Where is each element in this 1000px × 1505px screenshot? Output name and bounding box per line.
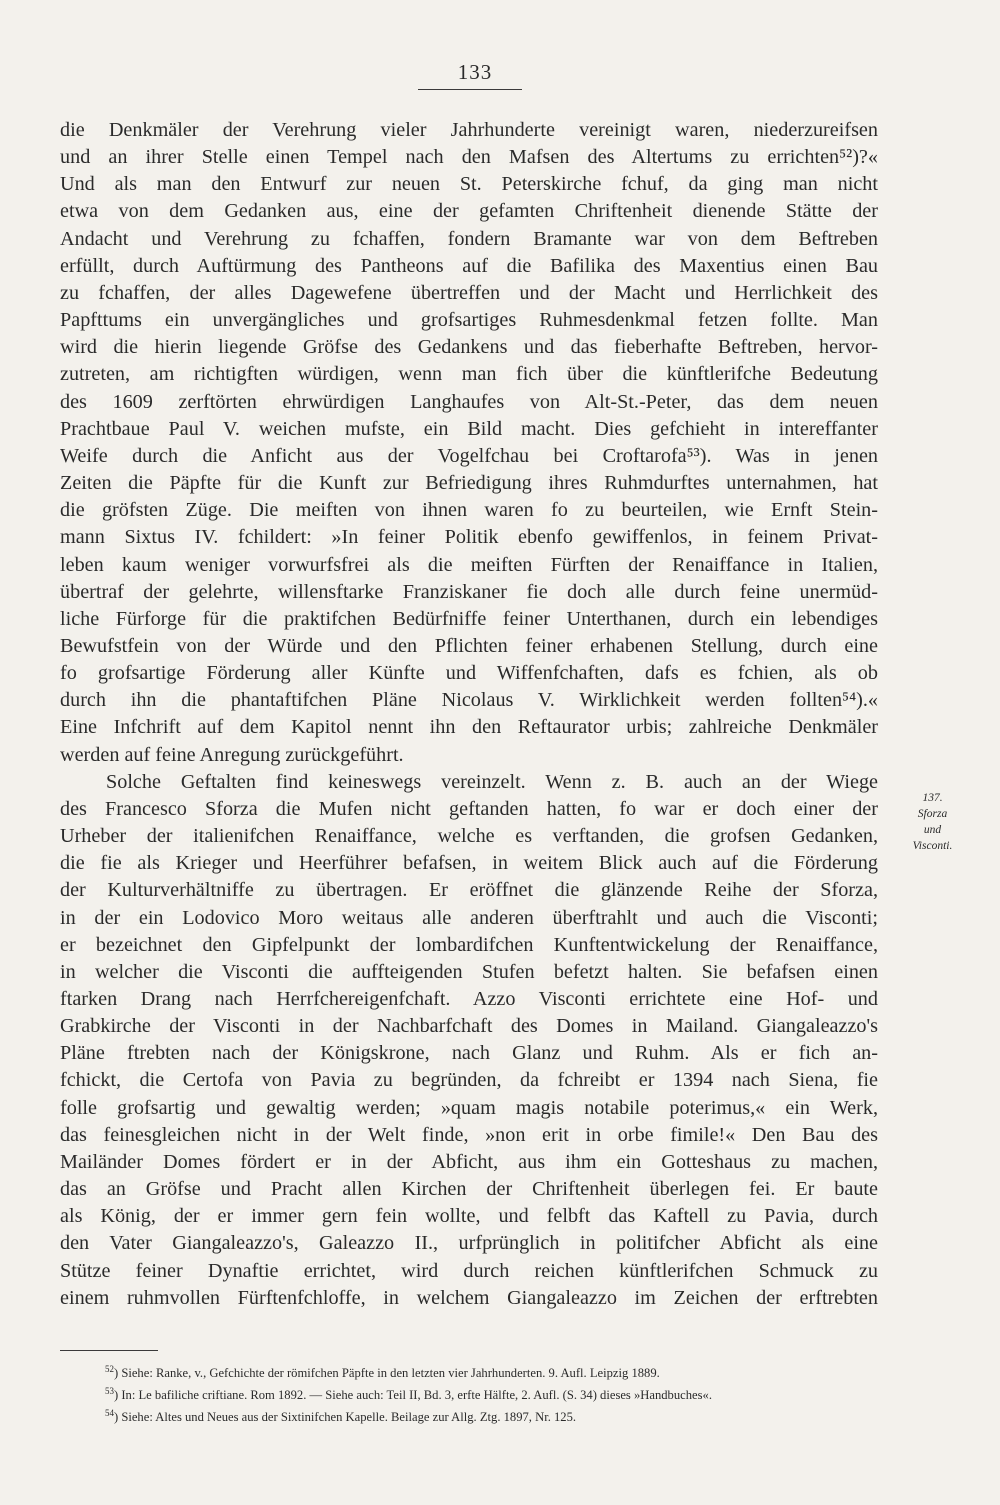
- text-line: etwa von dem Gedanken aus, eine der gefamten Chriftenheit dienende Stätte der: [60, 200, 878, 223]
- text-line: übertraf der gelehrte, willensftarke Franziskaner fie doch alle durch feine unermüd-: [60, 580, 878, 603]
- text-line: das an Gröfse und Pracht allen Kirchen der Chriftenheit überlegen fei. Er baute: [60, 1178, 878, 1201]
- text-line: Andacht und Verehrung zu fchaffen, fondern Bramante war von dem Beftreben: [60, 227, 878, 250]
- text-line: Solche Geftalten find keineswegs vereinzelt. Wenn z. B. auch an der Wiege: [106, 770, 878, 793]
- text-line: die fie als Krieger und Heerführer befafsen, in weitem Blick auch auf die Förderung: [60, 852, 878, 875]
- footnote-rule: [60, 1350, 158, 1351]
- text-line: die Denkmäler der Verehrung vieler Jahrhunderte vereinigt waren, niederzureifsen: [60, 119, 878, 141]
- text-line: fo grofsartige Förderung aller Künfte und Wiffenfchaften, dafs es fchien, als ob: [60, 662, 878, 685]
- text-line: leben kaum weniger vorwurfsfrei als die meiften Fürften der Renaiffance in Italien,: [60, 553, 878, 576]
- footnote-number: 52: [105, 1364, 114, 1374]
- text-line: den Vater Giangaleazzo's, Galeazzo II., urfprünglich in politifcher Abficht als eine: [60, 1232, 878, 1255]
- text-line: der Kulturverhältniffe zu übertragen. Er eröffnet die glänzende Reihe der Sforza,: [60, 879, 878, 902]
- text-line: Papfttums ein unvergängliches und grofsartiges Ruhmesdenkmal fetzen follte. Man: [60, 309, 878, 332]
- margin-note-line: Visconti.: [912, 840, 953, 852]
- text-line: einem ruhmvollen Fürftenfchloffe, in welchem Giangaleazzo im Zeichen der erftrebten: [60, 1286, 878, 1309]
- margin-note-line: und: [923, 824, 942, 836]
- text-line: mann Sixtus IV. fchildert: »In feiner Politik ebenfo gewiffenlos, in feinem Privat-: [60, 526, 878, 549]
- text-line: erfüllt, durch Auftürmung des Pantheons auf die Bafilika des Maxentius einen Bau: [60, 254, 878, 277]
- text-line: Urheber der italienifchen Renaiffance, welche es verftanden, die grofsen Gedanken,: [60, 825, 878, 848]
- footnotes: [105, 1360, 905, 1427]
- footnote: $^{53}$) In: Le bafiliche criftiane. Rom 1892. — Siehe auch: Teil II, Bd. 3, erfte Hälfte, 2. Aufl. (S. 34) dieses »Handbuches«.: [105, 1386, 712, 1403]
- text-line: durch ihn die phantaftifchen Pläne Nicolaus V. Wirklichkeit werden follten⁵⁴).«: [60, 689, 878, 712]
- page-number: 133: [457, 60, 493, 84]
- text-line: Und als man den Entwurf zur neuen St. Peterskirche fchuf, da ging man nicht: [60, 173, 878, 196]
- text-line: Mailänder Domes fördert er in der Abficht, aus ihm ein Gotteshaus zu machen,: [60, 1150, 878, 1173]
- text-line: wird die hierin liegende Gröfse des Gedankens und das fieberhafte Beftreben, hervor-: [60, 336, 878, 359]
- footnote-number: 53: [105, 1386, 114, 1397]
- text-line: Grabkirche der Visconti in der Nachbarfchaft des Domes in Mailand. Giangaleazzo's: [60, 1015, 878, 1038]
- text-line: des 1609 zerftörten ehrwürdigen Langhaufes von Alt-St.-Peter, das dem neuen: [60, 390, 878, 413]
- text-line: das feinesgleichen nicht in der Welt finde, »non erit in orbe fimile!« Den Bau des: [60, 1123, 878, 1146]
- text-line: werden auf feine Anregung zurückgeführt.: [60, 743, 404, 766]
- margin-note-number: 137.: [922, 792, 943, 804]
- text-line: fchickt, die Certofa von Pavia zu begründen, da fchreibt er 1394 nach Siena, fie: [60, 1069, 878, 1092]
- footnote-text: In: Le bafiliche criftiane. Rom 1892. — Siehe auch: Teil II, Bd. 3, erfte Hälfte, 2. Aufl. (S. 34) dieses »Handbuches«.: [121, 1388, 712, 1403]
- text-line: er bezeichnet den Gipfelpunkt der lombardifchen Kunftentwickelung der Renaiffance,: [60, 933, 878, 956]
- body-text: [60, 117, 878, 1312]
- footnote-number: 54: [105, 1408, 114, 1419]
- footnote: $^{52}$) Siehe: Ranke, v., Gefchichte der römifchen Päpfte in den letzten vier Jahrhunderten. 9. Aufl. Leipzig 1889.: [105, 1364, 660, 1381]
- footnote-text: Siehe: Ranke, v., Gefchichte der römifchen Päpfte in den letzten vier Jahrhunderten. 9. Aufl. Leipzig 1889.: [121, 1366, 660, 1381]
- text-line: Weife durch die Anficht aus der Vogelfchau bei Croftarofa⁵³). Was in jenen: [60, 444, 878, 467]
- text-line: Zeiten die Päpfte für die Kunft zur Befriedigung ihres Ruhmdurftes unternahmen, hat: [60, 472, 878, 495]
- text-line: des Francesco Sforza die Mufen nicht geftanden hatten, fo war er doch einer der: [60, 797, 878, 820]
- footnote-text: Siehe: Altes und Neues aus der Sixtinifchen Kapelle. Beilage zur Allg. Ztg. 1897, Nr. 125.: [121, 1410, 577, 1425]
- text-line: zu fchaffen, der alles Dagewefene übertreffen und der Macht und Herrlichkeit des: [60, 281, 878, 304]
- text-line: folle grofsartig und gewaltig werden; »quam magis notabile poterimus,« ein Werk,: [60, 1096, 878, 1119]
- text-line: ftarken Drang nach Herrfchereigenfchaft. Azzo Visconti errichtete eine Hof- und: [60, 988, 878, 1010]
- text-line: Eine Infchrift auf dem Kapitol nennt ihn den Reftaurator urbis; zahlreiche Denkmäler: [60, 716, 878, 739]
- margin-note-line: Sforza: [917, 808, 948, 820]
- text-line: liche Fürforge für die praktifchen Bedürfniffe feiner Unterthanen, durch ein lebendiges: [60, 607, 878, 630]
- margin-note: [890, 790, 975, 854]
- text-line: in welcher die Visconti die auffteigenden Stufen befetzt halten. Sie befafsen einen: [60, 960, 878, 983]
- text-line: Pläne ftrebten nach der Königskrone, nach Glanz und Ruhm. Als er fich an-: [60, 1042, 878, 1065]
- text-line: Prachtbaue Paul V. weichen mufste, ein Bild macht. Dies gefchieht in intereffanter: [60, 417, 878, 440]
- text-line: Bewufstfein von der Würde und den Pflichten feiner erhabenen Stellung, durch eine: [60, 634, 878, 657]
- footnote: $^{54}$) Siehe: Altes und Neues aus der Sixtinifchen Kapelle. Beilage zur Allg. Ztg. 1897, Nr. 125.: [105, 1408, 577, 1425]
- text-line: Stütze feiner Dynaftie errichtet, wird durch reichen künftlerifchen Schmuck zu: [60, 1259, 878, 1282]
- text-line: in der ein Lodovico Moro weitaus alle anderen überftrahlt und auch die Visconti;: [60, 906, 878, 929]
- page-number-rule: [418, 89, 522, 90]
- text-line: und an ihrer Stelle einen Tempel nach den Mafsen des Altertums zu errichten⁵²)?«: [60, 146, 878, 169]
- text-line: die gröfsten Züge. Die meiften von ihnen waren fo zu beurteilen, wie Ernft Stein-: [60, 499, 878, 522]
- text-line: zutreten, am richtigften würdigen, wenn man fich über die künftlerifche Bedeutung: [60, 363, 878, 386]
- text-line: als König, der er immer gern fein wollte, und felbft das Kaftell zu Pavia, durch: [60, 1205, 878, 1228]
